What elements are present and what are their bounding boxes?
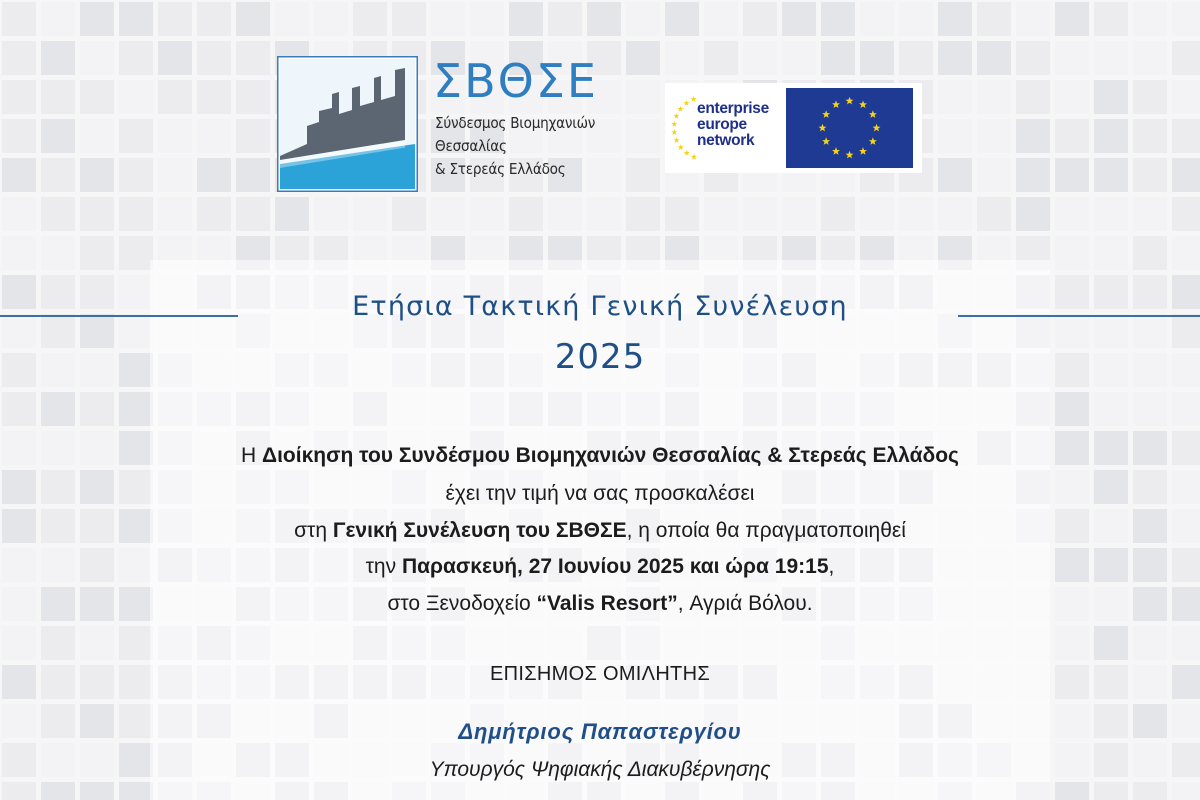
- star-icon: [673, 113, 679, 119]
- event-name: Γενική Συνέλευση του ΣΒΘΣΕ: [332, 519, 627, 542]
- star-icon: [683, 100, 689, 106]
- een-line-network: network: [697, 132, 755, 149]
- invitation-line-3-suffix: , η οποία θα πραγματοποιηθεί: [626, 519, 906, 542]
- speaker-role: Υπουργός Ψηφιακής Διακυβέρνησης: [429, 758, 771, 781]
- een-line-europe: europe: [697, 116, 747, 133]
- sbose-logo: [277, 56, 637, 196]
- star-icon: [691, 96, 697, 102]
- event-date-time: Παρασκευή, 27 Ιουνίου 2025 και ώρα 19:15: [401, 555, 829, 578]
- eu-flag-icon: [786, 88, 913, 168]
- invitation-line-3: [0, 518, 1200, 544]
- speaker-heading: ΕΠΙΣΗΜΟΣ ΟΜΙΛΗΤΗΣ: [490, 663, 710, 685]
- star-icon: [671, 121, 677, 127]
- event-year: 2025: [554, 337, 646, 377]
- star-icon: [674, 137, 680, 143]
- invitation-line-2: έχει την τιμή να σας προσκαλέσει: [445, 482, 755, 505]
- invitation-line-5-prefix: στο Ξενοδοχείο: [387, 592, 537, 615]
- organizer-name: Διοίκηση του Συνδέσμου Βιομηχανιών Θεσσαλίας & Στερεάς Ελλάδος: [262, 444, 959, 467]
- star-icon: [678, 144, 684, 150]
- invitation-line-5: [0, 591, 1200, 617]
- invitation-line-4-prefix: την: [365, 555, 402, 578]
- star-icon: [691, 154, 697, 160]
- event-title: Ετήσια Τακτική Γενική Συνέλευση: [352, 291, 848, 322]
- invitation-line-5-suffix: , Αγριά Βόλου.: [677, 592, 813, 615]
- enterprise-europe-network-logo: [665, 83, 922, 173]
- star-icon: [677, 106, 683, 112]
- invitation-line-1-prefix: Η: [241, 444, 262, 467]
- sbose-subtitle-line-1: Σύνδεσμος Βιομηχανιών: [435, 114, 596, 132]
- speaker-name: Δημήτριος Παπαστεργίου: [458, 719, 742, 744]
- sbose-subtitle-line-3: & Στερεάς Ελλάδος: [435, 160, 566, 178]
- factory-silhouette-icon: [277, 56, 418, 192]
- invitation-line-4-suffix: ,: [828, 555, 835, 578]
- star-icon: [684, 150, 690, 156]
- een-line-enterprise: enterprise: [697, 100, 769, 117]
- sbose-acronym: ΣΒΘΣΕ: [433, 54, 598, 108]
- invitation-line-3-prefix: στη: [294, 519, 333, 542]
- invitation-line-4: [0, 554, 1200, 580]
- star-icon: [671, 129, 677, 135]
- invitation-line-1: [0, 443, 1200, 469]
- een-wordmark: [665, 83, 785, 173]
- event-venue: “Valis Resort”: [536, 592, 678, 615]
- sbose-subtitle-line-2: Θεσσαλίας: [435, 137, 507, 155]
